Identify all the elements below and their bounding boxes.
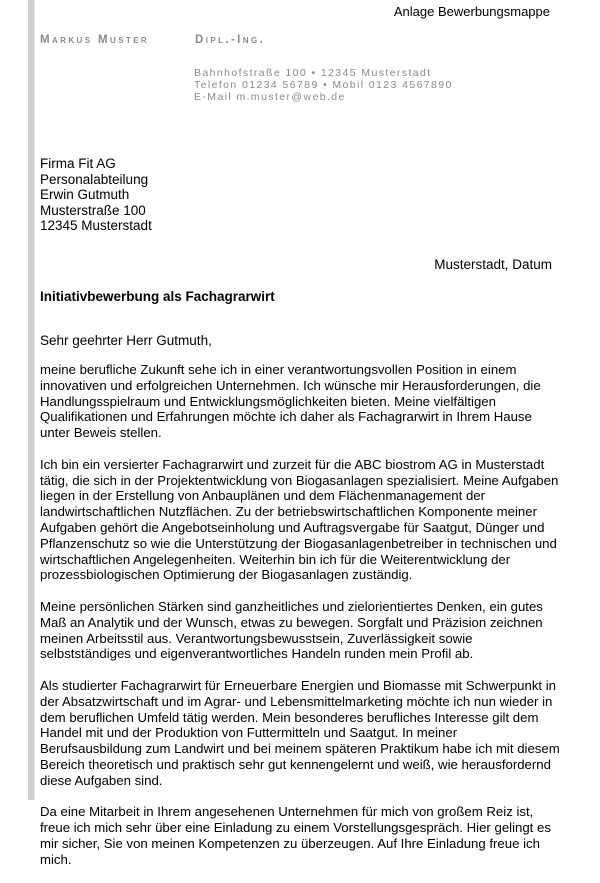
letter-subject: Initiativbewerbung als Fachagrarwirt (40, 289, 275, 304)
recipient-department: Personalabteilung (40, 171, 149, 187)
body-paragraph: Ich bin ein versierter Fachagrarwirt und zurzeit für die ABC biostrom AG in Musterstadt tätig, die sich in der Projektentwicklung von Biogasanlagen spezialisiert. Meine Aufgaben liegen in der Erstellung von Anbauplänen und dem Flächenmanagement der landwirtschaftlichen Nutzflächen. Zu der betriebswirtschaftlichen Komponente meiner Aufgaben gehört die Angebotseinholung und Auftragsvergabe für Saatgut, Dünger und Pflanzenschutz so wie die Unterstützung der Biogasanlagenbetreiber in technischen und wirtschaftlichen Angelegenheiten. Weiterhin bin ich für die Weiterentwicklung der prozessbiologischen Optimierung der Biogasanlagen zuständig. (40, 456, 559, 583)
salutation: Sehr geehrter Herr Gutmuth, (40, 333, 212, 348)
sender-name: Markus Muster (40, 34, 150, 46)
body-paragraph: meine berufliche Zukunft sehe ich in einer verantwortungsvollen Position in einem innovativen und erfolgreichen Unternehmen. Ich wünsche mir Herausforderungen, die Handlungsspielraum und Entwicklungsmöglichkeiten bieten. Meine vielfältigen Qualifikationen und Erfahrungen möchte ich daher als Fachagrarwirt in Ihrem Hause unter Beweis stellen. (40, 362, 541, 441)
body-paragraph: Da eine Mitarbeit in Ihrem angesehenen Unternehmen für mich von großem Reiz ist, freue ich mich sehr über eine Einladung zu einem Vorstellungsgespräch. Hier gelingt es mir sicher, Sie von meinen Kompetenzen zu überzeugen. Auf Ihre Einladung freue ich mich. (40, 804, 551, 867)
letter-date: Musterstadt, Datum (434, 257, 552, 272)
recipient-city: 12345 Musterstadt (40, 218, 152, 233)
recipient-person: Erwin Gutmuth (40, 187, 130, 202)
left-margin-line (34, 0, 35, 800)
recipient-street: Musterstraße 100 (40, 202, 146, 218)
sender-title: Dipl.-Ing. (195, 34, 266, 46)
body-paragraph: Als studierter Fachagrarwirt für Erneuerbare Energien und Biomasse mit Schwerpunkt in der Absatzwirtschaft und im Agrar- und Lebensmittelmarketing möchte ich nun wieder in dem beruflichen Umfeld tätig werden. Mein besonderes berufliches Interesse gilt dem Handel mit und der Produktion von Futtermitteln und Saatgut. In meiner Berufsausbildung zum Landwirt und bei meinem späteren Praktikum habe ich mit diesem Bereich theoretisch und praktisch sehr gut kennengelernt und weiß, wie herausfordernd diese Aufgaben sind. (40, 677, 560, 788)
body-paragraph: Meine persönlichen Stärken sind ganzheitliches und zielorientiertes Denken, ein gutes Maß an Analytik und der Wunsch, etwas zu bewegen. Sorgfalt und Präzision zeichnen meinen Arbeitsstil aus. Verantwortungsbewusstsein, Zuverlässigkeit sowie selbstständiges und eigenverantwortliches Handeln runden mein Profil ab. (40, 598, 543, 662)
attachment-label: Anlage Bewerbungsmappe (393, 4, 550, 19)
contact-phone: Telefon 01234 56789 • Mobil 0123 4567890 (194, 79, 453, 91)
letter-body (40, 362, 562, 883)
contact-email: E-Mail m.muster@web.de (194, 91, 346, 103)
sender-contact (194, 67, 453, 103)
recipient-address (40, 156, 152, 234)
contact-address: Bahnhofstraße 100 • 12345 Musterstadt (194, 67, 432, 79)
recipient-company: Firma Fit AG (40, 156, 116, 171)
sender-header (40, 34, 266, 46)
